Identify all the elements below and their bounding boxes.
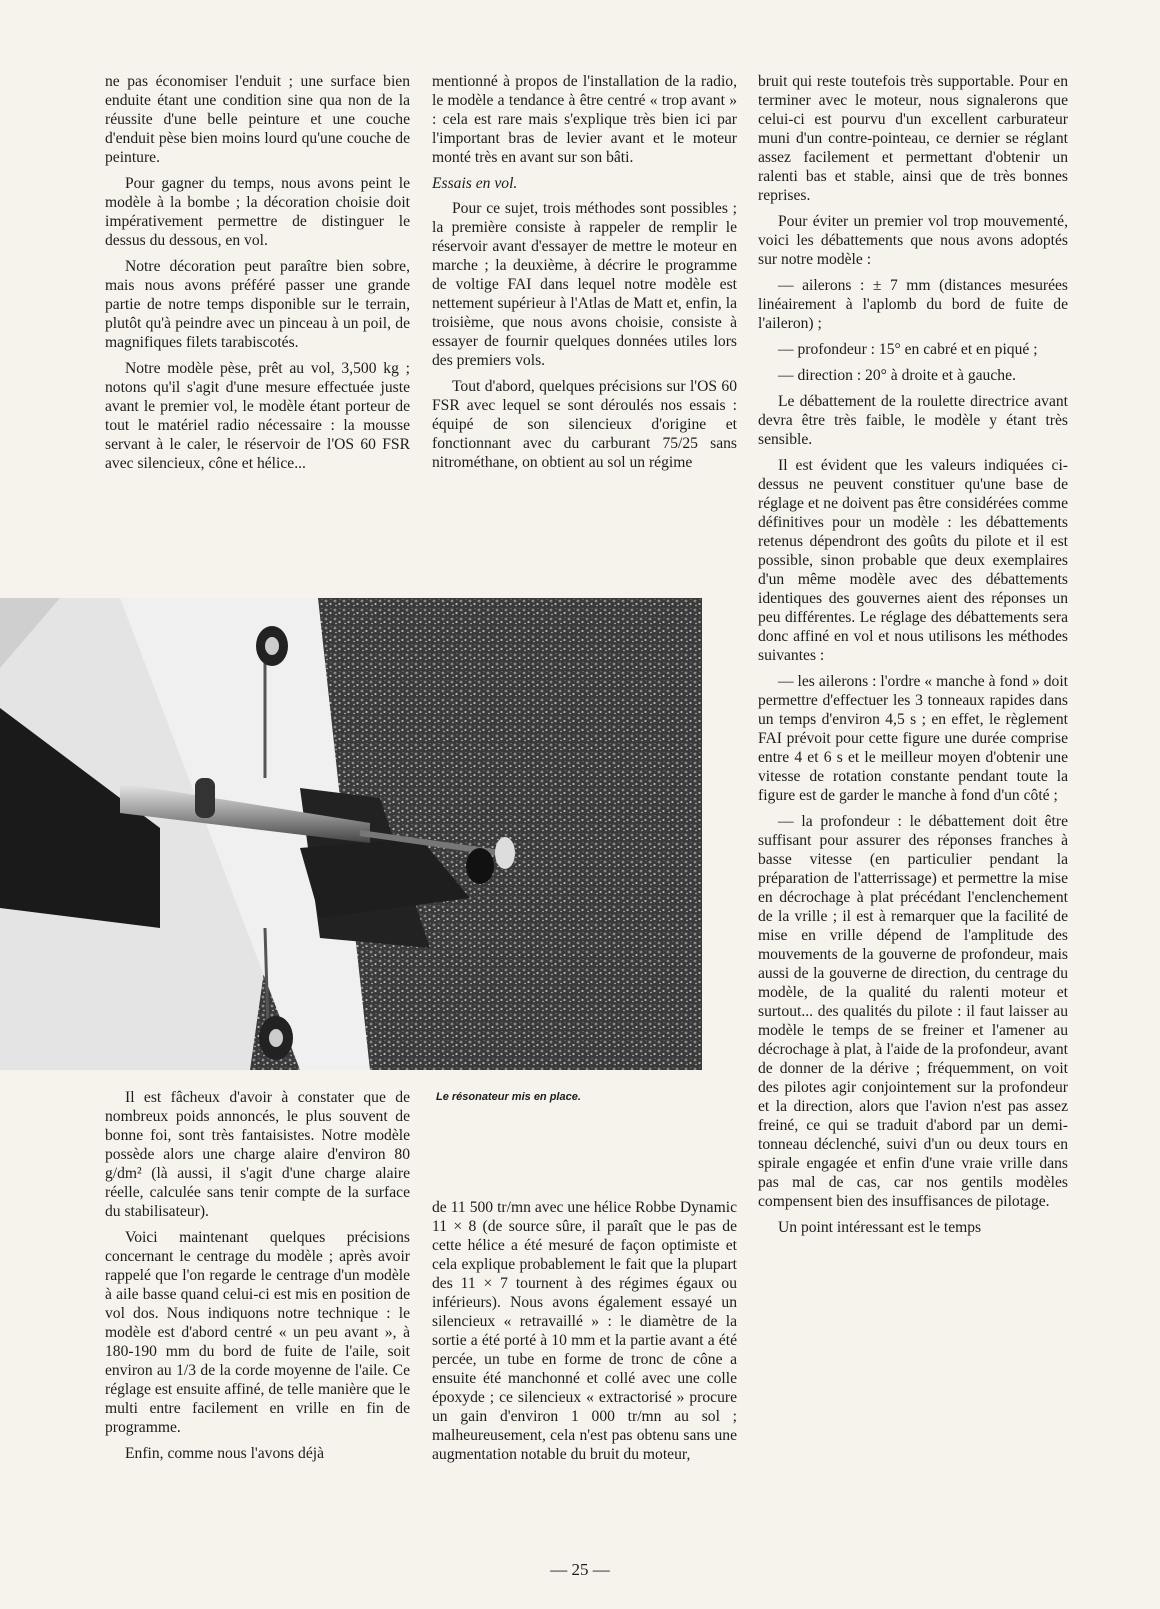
paragraph: bruit qui reste toutefois très supportable. Pour en terminer avec le moteur, nous signalerons que celui-ci est pourvu d'un excellent carburateur muni d'un contre-pointeau, ce dernier se réglant assez facilement et permettant d'obtenir un ralenti bas et stable, ainsi que de très bonnes reprises. (758, 73, 1068, 204)
column-2-bottom (432, 1198, 737, 1471)
paragraph: Un point intéressant est le temps (778, 1219, 982, 1236)
paragraph: ne pas économiser l'enduit ; une surface bien enduite étant une condition sine qua non de la réussite d'une belle peinture et une couche d'enduit pèse bien moins lourd qu'une couche de peinture. (105, 73, 410, 166)
photo-illustration (0, 598, 702, 1070)
list-item: — ailerons : ± 7 mm (distances mesurées linéairement à l'aplomb du bord de fuite de l'aileron) ; (758, 277, 1068, 332)
paragraph: Il est évident que les valeurs indiquées ci-dessus ne peuvent constituer qu'une base de réglage et ne doivent pas être considérées comme définitives pour un modèle : les débattements retenus dépendront des goûts du pilote et il est possible, sinon probable que deux exemplaires d'un même modèle avec des débattements identiques des gouvernes aient des réponses un peu différentes. Le réglage des débattements sera donc affiné en vol et nous utilisons les méthodes suivantes : (758, 457, 1068, 664)
list-item: — profondeur : 15° en cabré et en piqué ; (778, 341, 1038, 358)
paragraph: Voici maintenant quelques précisions concernant le centrage du modèle ; après avoir rappelé que l'on regarde le centrage d'un modèle à aile basse quand celui-ci est mis en position de vol dos. Nous indiquons notre technique : le modèle est d'abord centré « un peu avant », à 180-190 mm du bord de fuite de l'aile, soit environ au 1/3 de la corde moyenne de l'aile. Ce réglage est ensuite affiné, de telle manière que le multi entre facilement en vrille en fin de programme. (105, 1229, 410, 1436)
column-1-bottom (105, 1088, 410, 1470)
paragraph: Pour ce sujet, trois méthodes sont possibles ; la première consiste à rappeler de remplir le réservoir avant d'essayer de mettre le moteur en marche ; la deuxième, à décrire le programme de voltige FAI dans lequel notre modèle est nettement supérieur à l'Atlas de Matt et, enfin, la troisième, que nous avons choisie, consiste à essayer de fournir quelques données utiles lors des premiers vols. (432, 200, 737, 369)
paragraph: Pour gagner du temps, nous avons peint le modèle à la bombe ; la décoration choisie doit impérativement permettre de distinguer le dessus du dessous, en vol. (105, 175, 410, 249)
resonator-photo (0, 598, 702, 1070)
column-2 (432, 72, 737, 479)
paragraph: de 11 500 tr/mn avec une hélice Robbe Dynamic 11 × 8 (de source sûre, il paraît que le pas de cette hélice a été mesuré de façon optimiste et cela explique probablement le fait que la plupart des 11 × 7 tournent à des régimes égaux ou inférieurs). Nous avons également essayé un silencieux « retravaillé » : le diamètre de la sortie a été porté à 10 mm et la partie avant a été percée, un tube en forme de tronc de cône a ensuite été manchonné et collé avec une colle époxyde ; ce silencieux « extractorisé » procure un gain d'environ 1 000 tr/mn au sol ; malheureusement, cela n'est pas obtenu sans une augmentation notable du bruit du moteur, (432, 1199, 737, 1463)
paragraph: mentionné à propos de l'installation de la radio, le modèle a tendance à être centré « trop avant » : cela est rare mais s'explique très bien ici par l'important bras de levier avant et le moteur monté très en avant sur son bâti. (432, 73, 737, 166)
photo-caption: Le résonateur mis en place. (436, 1091, 581, 1103)
section-heading: Essais en vol. (432, 175, 518, 192)
list-item: — les ailerons : l'ordre « manche à fond » doit permettre d'effectuer les 3 tonneaux rapides dans un temps d'environ 4,5 s ; en effet, le règlement FAI prévoit pour cette figure une durée comprise entre 4 et 6 s et le meilleur moyen d'obtenir une vitesse de rotation constante pendant toute la figure est de garder le manche à fond d'un côté ; (758, 673, 1068, 804)
column-1 (105, 72, 410, 480)
paragraph: Notre décoration peut paraître bien sobre, mais nous avons préféré passer une grande partie de notre temps disponible sur le terrain, plutôt qu'à peindre avec un pinceau à un poil, de magnifiques filets tarabiscotés. (105, 258, 410, 351)
paragraph: Enfin, comme nous l'avons déjà (125, 1445, 324, 1462)
list-item: — direction : 20° à droite et à gauche. (778, 367, 1016, 384)
list-item: — la profondeur : le débattement doit être suffisant pour assurer des réponses franches à basse vitesse (en particulier pendant la préparation de l'atterrissage) et permettre la mise en décrochage à plat précédant l'enclenchement de la vrille ; il est à remarquer que la facilité de mise en vrille dépend de l'amplitude des mouvements de la gouverne de profondeur, mais aussi de la gouverne de direction, du centrage du modèle, de la qualité du ralenti moteur et surtout... des qualités du pilote : il faut laisser au modèle le temps de se freiner et l'amener au décrochage à plat, à l'aide de la profondeur, avant de donner de la dérive ; fréquemment, on voit des pilotes agir conjointement sur la profondeur et la direction, alors que l'avion n'est pas assez freiné, ce qui se traduit d'abord par un demi-tonneau déclenché, suivi d'un ou deux tours en spirale engagée et enfin d'une vraie vrille dans pas mal de cas, car nos gentils modèles compensent bien des insuffisances de pilotage. (758, 813, 1068, 1210)
column-3 (758, 72, 1068, 1244)
paragraph: Le débattement de la roulette directrice avant devra être très faible, le modèle y étant très sensible. (758, 393, 1068, 448)
paragraph: Il est fâcheux d'avoir à constater que de nombreux poids annoncés, le plus souvent de bonne foi, sont très fantaisistes. Notre modèle possède alors une charge alaire d'environ 80 g/dm² (là aussi, il s'agit d'une charge alaire réelle, calculée sans tenir compte de la surface du stabilisateur). (105, 1089, 410, 1220)
paragraph: Pour éviter un premier vol trop mouvementé, voici les débattements que nous avons adoptés sur notre modèle : (758, 213, 1068, 268)
page-number: — 25 — (550, 1560, 610, 1579)
paragraph: Notre modèle pèse, prêt au vol, 3,500 kg ; notons qu'il s'agit d'une mesure effectuée juste avant le premier vol, le modèle étant porteur de tout le matériel radio nécessaire : la mousse servant à le caler, le réservoir de l'OS 60 FSR avec silencieux, cône et hélice... (105, 360, 410, 472)
paragraph: Tout d'abord, quelques précisions sur l'OS 60 FSR avec lequel se sont déroulés nos essais : équipé de son silencieux d'origine et fonctionnant avec du carburant 75/25 sans nitrométhane, on obtient au sol un régime (432, 378, 737, 471)
